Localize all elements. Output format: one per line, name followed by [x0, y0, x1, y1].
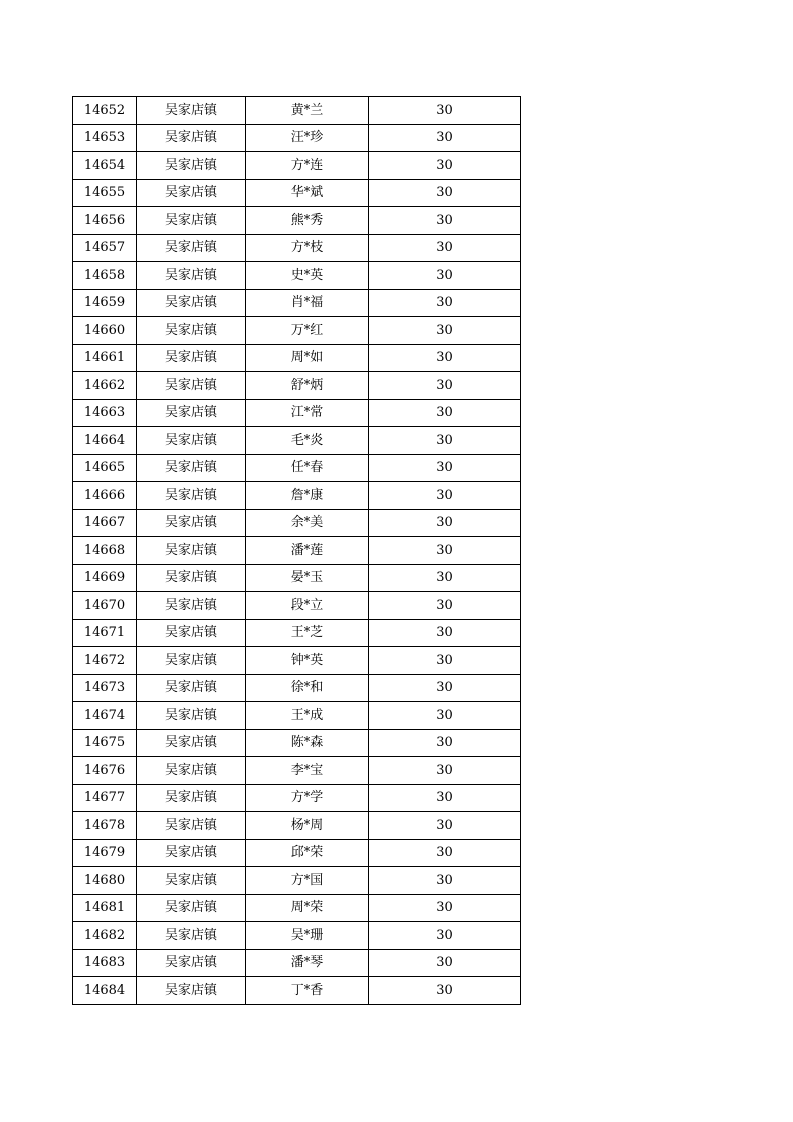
cell-amount: 30	[369, 179, 521, 207]
cell-amount: 30	[369, 537, 521, 565]
cell-town: 吴家店镇	[137, 647, 246, 675]
table-row	[73, 647, 521, 675]
cell-name: 丁*香	[246, 977, 369, 1005]
cell-name: 史*英	[246, 262, 369, 290]
table-row	[73, 537, 521, 565]
cell-amount: 30	[369, 839, 521, 867]
cell-id: 14668	[73, 537, 137, 565]
cell-amount: 30	[369, 647, 521, 675]
cell-name: 肖*福	[246, 289, 369, 317]
cell-amount: 30	[369, 784, 521, 812]
cell-id: 14669	[73, 564, 137, 592]
cell-amount: 30	[369, 399, 521, 427]
cell-name: 陈*森	[246, 729, 369, 757]
table-row	[73, 262, 521, 290]
cell-name: 方*连	[246, 152, 369, 180]
cell-id: 14680	[73, 867, 137, 895]
cell-town: 吴家店镇	[137, 317, 246, 345]
table-row	[73, 674, 521, 702]
cell-amount: 30	[369, 482, 521, 510]
cell-town: 吴家店镇	[137, 97, 246, 125]
table-row	[73, 427, 521, 455]
cell-id: 14659	[73, 289, 137, 317]
table-row	[73, 289, 521, 317]
cell-amount: 30	[369, 97, 521, 125]
table-row	[73, 372, 521, 400]
cell-town: 吴家店镇	[137, 124, 246, 152]
cell-town: 吴家店镇	[137, 509, 246, 537]
cell-name: 潘*琴	[246, 949, 369, 977]
cell-town: 吴家店镇	[137, 619, 246, 647]
table-row	[73, 729, 521, 757]
cell-name: 方*学	[246, 784, 369, 812]
cell-town: 吴家店镇	[137, 289, 246, 317]
cell-name: 熊*秀	[246, 207, 369, 235]
cell-amount: 30	[369, 124, 521, 152]
cell-town: 吴家店镇	[137, 729, 246, 757]
table-row	[73, 592, 521, 620]
cell-name: 吴*珊	[246, 922, 369, 950]
cell-town: 吴家店镇	[137, 564, 246, 592]
cell-amount: 30	[369, 454, 521, 482]
cell-amount: 30	[369, 592, 521, 620]
table-row	[73, 619, 521, 647]
cell-name: 周*如	[246, 344, 369, 372]
cell-id: 14676	[73, 757, 137, 785]
table-row	[73, 894, 521, 922]
cell-amount: 30	[369, 207, 521, 235]
cell-town: 吴家店镇	[137, 179, 246, 207]
cell-town: 吴家店镇	[137, 812, 246, 840]
cell-name: 詹*康	[246, 482, 369, 510]
cell-town: 吴家店镇	[137, 234, 246, 262]
cell-id: 14660	[73, 317, 137, 345]
table-row	[73, 867, 521, 895]
table-body	[73, 97, 521, 1005]
cell-name: 方*枝	[246, 234, 369, 262]
cell-id: 14653	[73, 124, 137, 152]
table-row	[73, 702, 521, 730]
cell-amount: 30	[369, 152, 521, 180]
cell-town: 吴家店镇	[137, 399, 246, 427]
cell-id: 14652	[73, 97, 137, 125]
table-row	[73, 234, 521, 262]
cell-id: 14673	[73, 674, 137, 702]
cell-name: 任*春	[246, 454, 369, 482]
cell-town: 吴家店镇	[137, 592, 246, 620]
cell-amount: 30	[369, 262, 521, 290]
cell-amount: 30	[369, 234, 521, 262]
table-row	[73, 812, 521, 840]
table-row	[73, 454, 521, 482]
cell-name: 舒*炳	[246, 372, 369, 400]
table-row	[73, 207, 521, 235]
table-row	[73, 344, 521, 372]
cell-id: 14666	[73, 482, 137, 510]
table-row	[73, 482, 521, 510]
table-row	[73, 124, 521, 152]
cell-id: 14664	[73, 427, 137, 455]
cell-town: 吴家店镇	[137, 977, 246, 1005]
cell-id: 14681	[73, 894, 137, 922]
cell-name: 王*成	[246, 702, 369, 730]
cell-town: 吴家店镇	[137, 674, 246, 702]
cell-name: 潘*莲	[246, 537, 369, 565]
cell-amount: 30	[369, 372, 521, 400]
cell-amount: 30	[369, 894, 521, 922]
cell-amount: 30	[369, 564, 521, 592]
cell-amount: 30	[369, 867, 521, 895]
cell-name: 晏*玉	[246, 564, 369, 592]
cell-id: 14671	[73, 619, 137, 647]
table-row	[73, 97, 521, 125]
cell-id: 14667	[73, 509, 137, 537]
cell-amount: 30	[369, 922, 521, 950]
table-row	[73, 839, 521, 867]
cell-town: 吴家店镇	[137, 344, 246, 372]
cell-id: 14661	[73, 344, 137, 372]
cell-town: 吴家店镇	[137, 372, 246, 400]
cell-amount: 30	[369, 619, 521, 647]
table-row	[73, 179, 521, 207]
table-row	[73, 399, 521, 427]
cell-id: 14654	[73, 152, 137, 180]
cell-town: 吴家店镇	[137, 757, 246, 785]
cell-amount: 30	[369, 757, 521, 785]
table-row	[73, 922, 521, 950]
cell-town: 吴家店镇	[137, 207, 246, 235]
cell-id: 14657	[73, 234, 137, 262]
cell-name: 周*荣	[246, 894, 369, 922]
cell-name: 徐*和	[246, 674, 369, 702]
cell-amount: 30	[369, 702, 521, 730]
cell-name: 万*红	[246, 317, 369, 345]
cell-town: 吴家店镇	[137, 454, 246, 482]
cell-id: 14682	[73, 922, 137, 950]
cell-name: 余*美	[246, 509, 369, 537]
cell-id: 14658	[73, 262, 137, 290]
cell-id: 14670	[73, 592, 137, 620]
cell-amount: 30	[369, 977, 521, 1005]
table-row	[73, 564, 521, 592]
cell-name: 钟*英	[246, 647, 369, 675]
cell-town: 吴家店镇	[137, 702, 246, 730]
table-row	[73, 977, 521, 1005]
cell-amount: 30	[369, 317, 521, 345]
cell-town: 吴家店镇	[137, 537, 246, 565]
cell-name: 黄*兰	[246, 97, 369, 125]
cell-name: 汪*珍	[246, 124, 369, 152]
cell-town: 吴家店镇	[137, 482, 246, 510]
cell-town: 吴家店镇	[137, 784, 246, 812]
cell-town: 吴家店镇	[137, 262, 246, 290]
cell-town: 吴家店镇	[137, 894, 246, 922]
cell-id: 14655	[73, 179, 137, 207]
cell-id: 14663	[73, 399, 137, 427]
cell-id: 14679	[73, 839, 137, 867]
cell-name: 杨*周	[246, 812, 369, 840]
cell-id: 14684	[73, 977, 137, 1005]
cell-name: 王*芝	[246, 619, 369, 647]
table-row	[73, 317, 521, 345]
cell-name: 邱*荣	[246, 839, 369, 867]
cell-name: 华*斌	[246, 179, 369, 207]
cell-name: 段*立	[246, 592, 369, 620]
cell-id: 14675	[73, 729, 137, 757]
cell-name: 江*常	[246, 399, 369, 427]
cell-amount: 30	[369, 509, 521, 537]
cell-amount: 30	[369, 812, 521, 840]
cell-town: 吴家店镇	[137, 152, 246, 180]
cell-id: 14677	[73, 784, 137, 812]
cell-town: 吴家店镇	[137, 922, 246, 950]
cell-amount: 30	[369, 344, 521, 372]
cell-town: 吴家店镇	[137, 839, 246, 867]
cell-amount: 30	[369, 949, 521, 977]
cell-name: 李*宝	[246, 757, 369, 785]
cell-town: 吴家店镇	[137, 867, 246, 895]
cell-id: 14672	[73, 647, 137, 675]
cell-id: 14662	[73, 372, 137, 400]
cell-name: 方*国	[246, 867, 369, 895]
cell-id: 14678	[73, 812, 137, 840]
cell-id: 14683	[73, 949, 137, 977]
cell-amount: 30	[369, 729, 521, 757]
cell-town: 吴家店镇	[137, 427, 246, 455]
table-row	[73, 784, 521, 812]
cell-amount: 30	[369, 427, 521, 455]
cell-id: 14674	[73, 702, 137, 730]
cell-amount: 30	[369, 674, 521, 702]
cell-id: 14665	[73, 454, 137, 482]
table-row	[73, 949, 521, 977]
cell-name: 毛*炎	[246, 427, 369, 455]
data-table	[72, 96, 521, 1005]
cell-amount: 30	[369, 289, 521, 317]
cell-town: 吴家店镇	[137, 949, 246, 977]
table-row	[73, 509, 521, 537]
table-row	[73, 757, 521, 785]
table-row	[73, 152, 521, 180]
cell-id: 14656	[73, 207, 137, 235]
